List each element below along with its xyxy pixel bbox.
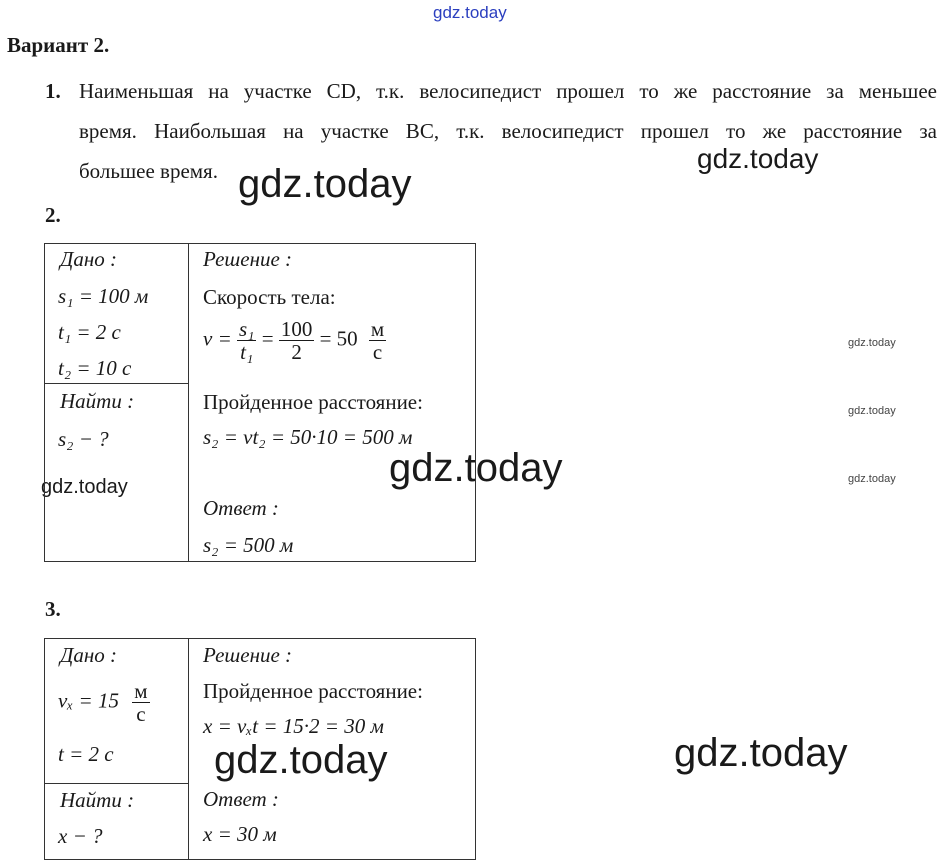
task3-divider-h (44, 783, 189, 784)
task2-formula-1-lhs: v = (203, 326, 232, 351)
watermark-5: gdz.today (848, 337, 896, 349)
task3-given-1 (58, 680, 150, 725)
task2-frac1-num: s₁ (239, 317, 255, 341)
task3-unit-num: м (134, 679, 148, 703)
task2-solution-label: Решение : (203, 247, 293, 271)
task3-given-2: t = 2 с (58, 742, 114, 766)
task3-given-1-lhs: vₓ = 15 (58, 688, 119, 713)
task1-number: 1. (45, 79, 61, 103)
watermark-top: gdz.today (433, 3, 507, 22)
task3-given-label: Дано : (60, 643, 118, 667)
task1-line-3: большее время. (79, 159, 218, 183)
task2-fraction-1 (237, 318, 256, 363)
task2-given-3: t₂ = 10 с (58, 356, 132, 380)
variant-heading: Вариант 2. (7, 33, 110, 57)
task3-sol-line-1: Пройденное расстояние: (203, 679, 423, 703)
task3-divider-v (188, 638, 189, 859)
task2-number: 2. (45, 203, 61, 227)
task2-frac2-num: 100 (280, 317, 313, 341)
task2-formula-1: v = $\frac{\text{s₁}}{\text{t₁}}$ = $\frac{100}{2}$ = 50 $\frac{м}{с}$ (203, 317, 385, 365)
watermark-1: gdz.today (238, 162, 412, 206)
task2-find-1: s₂ − ? (58, 427, 109, 451)
task3-find-label: Найти : (60, 788, 135, 812)
watermark-9: gdz.today (674, 731, 848, 775)
task2-frac1-den: t₁ (240, 340, 254, 365)
task2-fraction-2 (279, 318, 315, 363)
task2-unit-num: м (370, 317, 385, 341)
task2-given-2: t₁ = 2 с (58, 320, 121, 344)
task2-given-1: s₁ = 100 м (58, 284, 149, 308)
task2-unit-den: с (372, 340, 383, 365)
task2-formula-1-rhs: = 50 (319, 326, 358, 351)
task2-given-label: Дано : (60, 247, 118, 271)
watermark-6: gdz.today (848, 405, 896, 417)
task3-number: 3. (45, 597, 61, 621)
task2-find-label: Найти : (60, 389, 135, 413)
task2-frac2-den: 2 (291, 340, 302, 365)
watermark-2: gdz.today (697, 143, 819, 174)
task1-line-2: время. Наибольшая на участке BC, т.к. велосипедист прошел то же расстояние за (79, 119, 937, 143)
watermark-4: gdz.today (41, 476, 128, 498)
watermark-3: gdz.today (389, 446, 563, 490)
task2-formula-2: s₂ = vt₂ = 50·10 = 500 м (203, 425, 413, 449)
task2-sol-line-2: Пройденное расстояние: (203, 390, 423, 414)
task1-line-1: Наименьшая на участке CD, т.к. велосипедист прошел то же расстояние за меньшее (79, 79, 937, 103)
task2-divider-h (44, 383, 189, 384)
task3-find-1: x − ? (58, 824, 103, 848)
task2-answer: s₂ = 500 м (203, 533, 294, 557)
task2-divider-v (188, 243, 189, 561)
task3-answer: x = 30 м (203, 822, 277, 846)
task3-unit-den: с (136, 702, 146, 727)
task2-unit-fraction (369, 318, 386, 363)
task2-sol-line-1: Скорость тела: (203, 285, 336, 309)
task3-answer-label: Ответ : (203, 787, 279, 811)
watermark-7: gdz.today (848, 473, 896, 485)
task3-formula-1: x = vₓt = 15·2 = 30 м (203, 714, 384, 738)
task3-unit-fraction (132, 680, 149, 725)
task2-answer-label: Ответ : (203, 496, 279, 520)
watermark-8: gdz.today (214, 738, 388, 782)
task3-solution-label: Решение : (203, 643, 293, 667)
